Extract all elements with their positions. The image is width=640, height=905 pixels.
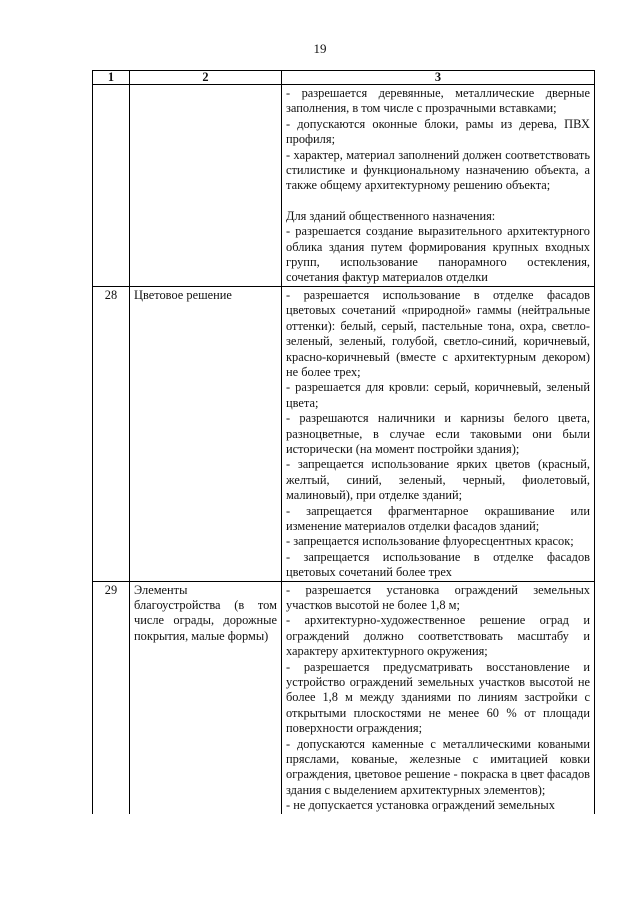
requirement-item: - характер, материал заполнений должен соответствовать стилистике и функциональному назначению объекта, а также общему архитектурному решению объекта; [286, 147, 590, 193]
page-number: 19 [313, 41, 327, 56]
requirement-item: - запрещается использование в отделке фасадов цветовых сочетаний более трех [286, 549, 590, 580]
row-element-name [130, 85, 282, 287]
table-row [93, 286, 595, 581]
requirement-item: - запрещается использование флуоресцентных красок; [286, 534, 574, 549]
requirement-item: - разрешается для кровли: серый, коричневый, зеленый цвета; [286, 380, 590, 410]
requirement-item: - допускаются каменные с металлическими коваными пряслами, кованые, железные с имитацией ковки ограждения, цветовое решение - покраска в цвет фасадов здания с выделением архитектурных элементов); [286, 736, 590, 797]
requirement-item: - разрешается деревянные, металлические дверные заполнения, в том числе с прозрачными вставками; [286, 86, 590, 116]
requirements-table [92, 70, 595, 814]
row-element-name: Элементы благоустройства (в том числе ограды, дорожные покрытия, малые формы) [130, 581, 282, 814]
row-element-name: Цветовое решение [130, 286, 282, 581]
requirement-item: - разрешается использование в отделке фасадов цветовых сочетаний «природной» гаммы (нейтральные оттенки): белый, серый, пастельные тона, охра, светло-зеленый, зеленый, голубой, светло-синий, коричневый, красно-коричневый (вместе с архитектурным декором) не более трех; [286, 287, 590, 379]
row-number [93, 85, 130, 287]
table-header-row [93, 71, 595, 85]
requirement-item: - разрешаются наличники и карнизы белого цвета, разноцветные, в случае если таковыми они были исторически (на момент постройки здания); [286, 411, 590, 456]
requirement-item: - разрешается установка ограждений земельных участков высотой не более 1,8 м; [286, 582, 590, 612]
requirement-item: - архитектурно-художественное решение оград и ограждений должно соответствовать масштабу и характеру архитектурного окружения; [286, 613, 590, 659]
column-header-number: 1 [93, 71, 130, 85]
requirement-item: - не допускается установка ограждений земельных [286, 798, 555, 813]
row-number: 28 [93, 286, 130, 581]
table-row [93, 581, 595, 814]
row-number: 29 [93, 581, 130, 814]
blank-line [286, 194, 590, 209]
column-header-requirements: 3 [282, 71, 595, 85]
requirement-item: - допускаются оконные блоки, рамы из дерева, ПВХ профиля; [286, 116, 590, 147]
requirement-item: - запрещается использование ярких цветов (красный, желтый, синий, зеленый, черный, фиолетовый, малиновый), при отделке зданий; [286, 457, 590, 503]
requirement-subheading: Для зданий общественного назначения: [286, 208, 496, 223]
column-header-element: 2 [130, 71, 282, 85]
row-requirements [282, 85, 595, 287]
row-requirements [282, 286, 595, 581]
table-row [93, 85, 595, 287]
row-requirements [282, 581, 595, 814]
requirement-item: - запрещается фрагментарное окрашивание или изменение материалов отделки фасадов зданий; [286, 503, 590, 533]
requirement-item: - разрешается предусматривать восстановление и устройство ограждений земельных участков высотой не более 1,8 м между зданиями по линиям застройки с открытыми плоскостями не менее 60 % от площади поверхности ограждения; [286, 659, 590, 736]
requirement-item: - разрешается создание выразительного архитектурного облика здания путем формирования крупных входных групп, использование панорамного остекления, сочетания фактур материалов отделки [286, 224, 590, 285]
